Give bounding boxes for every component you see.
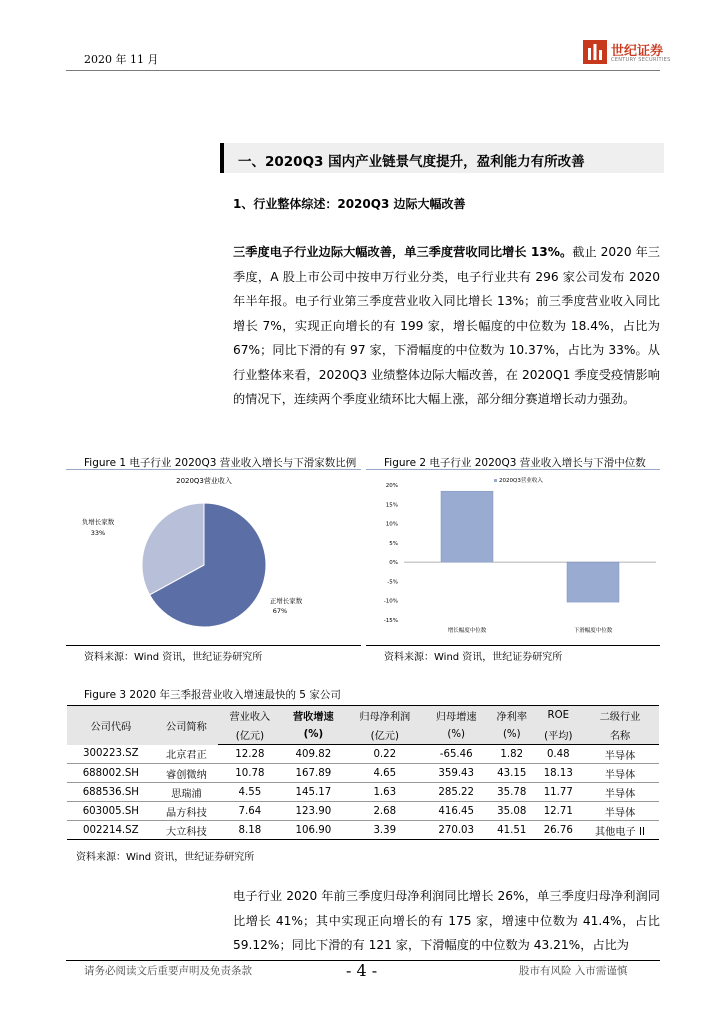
- cell-name: 北京君正: [155, 745, 218, 764]
- th-revenue-unit: (亿元): [218, 725, 281, 745]
- cell-industry: 半导体: [581, 745, 659, 764]
- cell-net-margin: 41.51: [488, 821, 536, 840]
- cell-roe: 0.48: [536, 745, 581, 764]
- table-caption: Figure 3 2020 年三季报营业收入增速最快的 5 家公司: [84, 689, 341, 701]
- cell-net-profit: 4.65: [345, 764, 424, 783]
- pie-pct-positive: 67%: [272, 607, 288, 615]
- logo-text-cn: 世纪证券: [611, 44, 664, 59]
- cell-revenue: 10.78: [218, 764, 281, 783]
- y-tick-label: -5%: [387, 579, 398, 586]
- cell-profit-growth: 416.45: [424, 802, 487, 821]
- legend-swatch: [494, 479, 497, 482]
- cell-code: 002214.SZ: [67, 821, 155, 840]
- bar-legend: 2020Q3营业收入: [499, 478, 543, 484]
- cell-profit-growth: -65.46: [424, 745, 487, 764]
- figure1-source: 资料来源：Wind 资讯，世纪证券研究所: [84, 652, 263, 663]
- table-header-row1: [67, 706, 659, 726]
- figure2-bar-chart: [366, 472, 660, 644]
- th-code: 公司代码: [67, 706, 155, 745]
- th-net-margin: 净利率: [488, 706, 536, 726]
- pie-pct-negative: 33%: [90, 529, 106, 537]
- y-tick-label: 15%: [385, 502, 398, 509]
- table-row: [67, 745, 659, 764]
- cell-profit-growth: 285.22: [424, 783, 487, 802]
- th-net-margin-unit: (%): [488, 725, 536, 745]
- footer-disclaimer: 请务必阅读文后重要声明及免责条款: [84, 965, 252, 977]
- th-roe-unit: (平均): [536, 725, 581, 745]
- cell-revenue: 7.64: [218, 802, 281, 821]
- cell-code: 300223.SZ: [67, 745, 155, 764]
- paragraph-overview: [233, 240, 660, 412]
- cell-net-profit: 1.63: [345, 783, 424, 802]
- cell-code: 603005.SH: [67, 802, 155, 821]
- th-revenue: 营业收入: [218, 706, 281, 726]
- figure1-pie-chart: [66, 472, 361, 644]
- cell-revenue: 12.28: [218, 745, 281, 764]
- y-tick-label: 5%: [389, 540, 398, 547]
- cell-profit-growth: 359.43: [424, 764, 487, 783]
- cell-name: 大立科技: [155, 821, 218, 840]
- cell-revenue-growth: 106.90: [282, 821, 345, 840]
- figure1-caption-rule: [66, 469, 361, 470]
- header-rule: [66, 70, 660, 71]
- cell-revenue-growth: 167.89: [282, 764, 345, 783]
- cell-roe: 18.13: [536, 764, 581, 783]
- cell-net-profit: 2.68: [345, 802, 424, 821]
- table-source: 资料来源：Wind 资讯，世纪证券研究所: [76, 852, 255, 863]
- pie-label-positive: 正增长家数: [269, 597, 303, 605]
- bar-decline-median: [567, 562, 619, 602]
- th-revenue-growth: 营收增速: [282, 706, 345, 726]
- table-row: [67, 764, 659, 783]
- bar-category-growth: 增长幅度中位数: [447, 628, 487, 634]
- bar-category-decline: 下滑幅度中位数: [573, 628, 613, 634]
- table-row: [67, 821, 659, 840]
- cell-industry: 半导体: [581, 783, 659, 802]
- cell-code: 688002.SH: [67, 764, 155, 783]
- company-logo: [583, 40, 713, 68]
- cell-net-margin: 1.82: [488, 745, 536, 764]
- bar-growth-median: [441, 491, 493, 562]
- cell-revenue: 4.55: [218, 783, 281, 802]
- cell-industry: 半导体: [581, 802, 659, 821]
- y-tick-label: 20%: [385, 483, 398, 489]
- cell-code: 688536.SH: [67, 783, 155, 802]
- cell-industry: 半导体: [581, 764, 659, 783]
- cell-revenue-growth: 145.17: [282, 783, 345, 802]
- table-row: [67, 783, 659, 802]
- cell-roe: 12.71: [536, 802, 581, 821]
- page-number: - 4 -: [346, 961, 378, 980]
- cell-profit-growth: 270.03: [424, 821, 487, 840]
- footer-risk-notice: 股市有风险 入市需谨慎: [519, 965, 628, 977]
- table-row: [67, 802, 659, 821]
- section-title: 一、2020Q3 国内产业链景气度提升，盈利能力有所改善: [238, 154, 585, 170]
- cell-roe: 11.77: [536, 783, 581, 802]
- cell-name: 睿创微纳: [155, 764, 218, 783]
- th-roe: ROE: [536, 706, 581, 726]
- figure2-source: 资料来源：Wind 资讯，世纪证券研究所: [384, 652, 563, 663]
- logo-text-en: CENTURY SECURITIES: [611, 57, 671, 63]
- cell-revenue-growth: 123.90: [282, 802, 345, 821]
- th-net-profit-unit: (亿元): [345, 725, 424, 745]
- th-profit-growth: 归母增速: [424, 706, 487, 726]
- pie-title: 2020Q3营业收入: [176, 477, 232, 485]
- th-revenue-growth-unit: (%): [282, 725, 345, 745]
- top5-companies-table: [67, 705, 659, 840]
- paragraph-profit: 电子行业 2020 年前三季度归母净利润同比增长 26%，单三季度归母净利润同比增长 41%；其中实现正向增长的有 175 家，增速中位数为 41.4%，占比 59.12%；同比下滑的有 121 家，下滑幅度的中位数为 43.21%，占比为: [233, 889, 660, 952]
- subsection-title: 1、行业整体综述：2020Q3 边际大幅改善: [233, 197, 466, 211]
- logo-mark-icon: [583, 40, 607, 64]
- cell-revenue: 8.18: [218, 821, 281, 840]
- figure2-caption: Figure 2 电子行业 2020Q3 营业收入增长与下滑中位数: [384, 457, 646, 469]
- y-tick-label: -15%: [383, 618, 398, 624]
- th-industry: 二级行业: [581, 706, 659, 726]
- section-title-bar: [220, 143, 664, 173]
- figure2-caption-rule: [366, 469, 660, 470]
- cell-name: 思瑞浦: [155, 783, 218, 802]
- y-tick-label: -10%: [383, 598, 398, 605]
- cell-net-profit: 0.22: [345, 745, 424, 764]
- cell-net-margin: 35.08: [488, 802, 536, 821]
- paragraph-lead: 三季度电子行业边际大幅改善，单三季度营收同比增长 13%。: [233, 245, 573, 259]
- cell-net-profit: 3.39: [345, 821, 424, 840]
- figure2-bottom-rule: [366, 645, 660, 646]
- report-date: 2020 年 11 月: [84, 53, 159, 66]
- th-industry-unit: 名称: [581, 725, 659, 745]
- paragraph-body: 截止 2020 年三季度，A 股上市公司中按申万行业分类，电子行业共有 296 家公司发布 2020 年半年报。电子行业第三季度营业收入同比增长 13%；前三季度营业收入同比增长 7%，实现正向增长的有 199 家，增长幅度的中位数为 18.4%，占比为 67%；同比下滑的有 97 家，下滑幅度的中位数为 10.37%，占比为 33%。从行业整体来看，2020Q3 业绩整体边际大幅改善，在 2020Q1 季度受疫情影响的情况下，连续两个季度业绩环比大幅上涨，部分细分赛道增长动力强劲。: [233, 245, 660, 406]
- cell-industry: 其他电子 II: [581, 821, 659, 840]
- pie-label-negative: 负增长家数: [81, 518, 115, 526]
- y-tick-label: 0%: [389, 560, 398, 567]
- th-profit-growth-unit: (%): [424, 725, 487, 745]
- cell-net-margin: 35.78: [488, 783, 536, 802]
- figure1-bottom-rule: [66, 645, 361, 646]
- figure1-caption: Figure 1 电子行业 2020Q3 营业收入增长与下滑家数比例: [84, 457, 357, 469]
- cell-net-margin: 43.15: [488, 764, 536, 783]
- cell-revenue-growth: 409.82: [282, 745, 345, 764]
- y-tick-label: 10%: [385, 521, 398, 528]
- cell-name: 晶方科技: [155, 802, 218, 821]
- th-net-profit: 归母净利润: [345, 706, 424, 726]
- th-name: 公司简称: [155, 706, 218, 745]
- cell-roe: 26.76: [536, 821, 581, 840]
